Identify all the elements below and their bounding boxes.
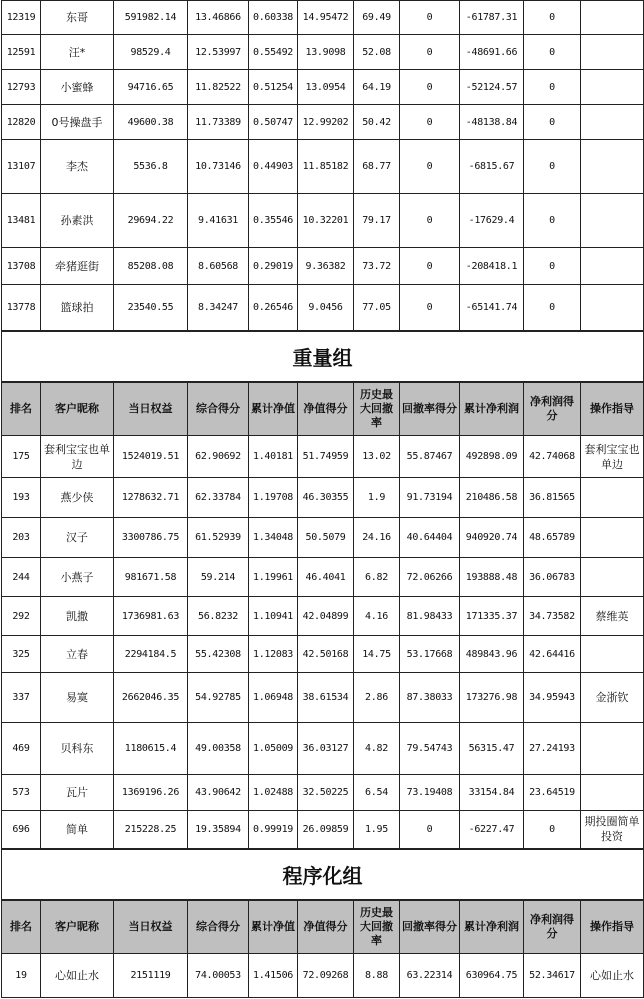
profit-score-cell: 23.64519 <box>524 775 581 811</box>
nickname-cell: 李杰 <box>41 140 114 194</box>
nav-cell: 0.29019 <box>249 248 298 285</box>
drawdown-score-cell: 0 <box>400 105 460 140</box>
profit-score-cell: 0 <box>524 285 581 331</box>
nav-score-cell: 46.4041 <box>298 558 354 597</box>
drawdown-cell: 4.82 <box>354 723 400 775</box>
table-row <box>2 105 644 140</box>
profit-cell: -208418.1 <box>460 248 524 285</box>
nav-score-cell: 42.04899 <box>298 597 354 636</box>
guidance-cell <box>581 518 644 558</box>
drawdown-score-cell: 81.98433 <box>400 597 460 636</box>
rank-cell: 12820 <box>2 105 41 140</box>
nav-score-cell: 13.9098 <box>298 35 354 70</box>
heavy-header-row <box>2 382 644 436</box>
nickname-cell: 0号操盘手 <box>41 105 114 140</box>
table-row <box>2 35 644 70</box>
equity-cell: 215228.25 <box>114 811 188 849</box>
score-cell: 10.73146 <box>188 140 249 194</box>
score-cell: 62.90692 <box>188 436 249 478</box>
profit-cell: -61787.31 <box>460 1 524 35</box>
guidance-cell <box>581 140 644 194</box>
score-cell: 54.92785 <box>188 673 249 723</box>
drawdown-cell: 8.88 <box>354 954 400 998</box>
nickname-cell: 汪* <box>41 35 114 70</box>
guidance-cell <box>581 194 644 248</box>
nickname-cell: 简单 <box>41 811 114 849</box>
column-header: 当日权益 <box>114 382 188 436</box>
rank-cell: 13708 <box>2 248 41 285</box>
column-header: 当日权益 <box>114 900 188 954</box>
column-header: 综合得分 <box>188 382 249 436</box>
nav-score-cell: 32.50225 <box>298 775 354 811</box>
nickname-cell: 小蜜蜂 <box>41 70 114 105</box>
drawdown-cell: 13.02 <box>354 436 400 478</box>
table-row <box>2 436 644 478</box>
nav-score-cell: 72.09268 <box>298 954 354 998</box>
score-cell: 11.73389 <box>188 105 249 140</box>
nav-score-cell: 42.50168 <box>298 636 354 673</box>
guidance-cell: 套利宝宝也单边 <box>581 436 644 478</box>
profit-cell: 210486.58 <box>460 478 524 518</box>
heavy-group-title-row <box>2 331 644 382</box>
nickname-cell: 东哥 <box>41 1 114 35</box>
nickname-cell: 汉子 <box>41 518 114 558</box>
drawdown-score-cell: 73.19408 <box>400 775 460 811</box>
nav-score-cell: 9.36382 <box>298 248 354 285</box>
guidance-cell <box>581 70 644 105</box>
rank-cell: 13481 <box>2 194 41 248</box>
equity-cell: 1369196.26 <box>114 775 188 811</box>
rank-cell: 13107 <box>2 140 41 194</box>
score-cell: 8.60568 <box>188 248 249 285</box>
table-row <box>2 723 644 775</box>
column-header: 净利润得分 <box>524 900 581 954</box>
column-header: 回撤率得分 <box>400 382 460 436</box>
profit-cell: 171335.37 <box>460 597 524 636</box>
drawdown-cell: 14.75 <box>354 636 400 673</box>
drawdown-score-cell: 0 <box>400 194 460 248</box>
profit-score-cell: 48.65789 <box>524 518 581 558</box>
nickname-cell: 瓦片 <box>41 775 114 811</box>
nav-score-cell: 13.0954 <box>298 70 354 105</box>
profit-cell: 489843.96 <box>460 636 524 673</box>
profit-score-cell: 36.81565 <box>524 478 581 518</box>
nav-cell: 1.06948 <box>249 673 298 723</box>
nav-score-cell: 51.74959 <box>298 436 354 478</box>
profit-score-cell: 42.64416 <box>524 636 581 673</box>
nickname-cell: 燕少侠 <box>41 478 114 518</box>
nav-score-cell: 9.0456 <box>298 285 354 331</box>
drawdown-cell: 64.19 <box>354 70 400 105</box>
equity-cell: 29694.22 <box>114 194 188 248</box>
drawdown-cell: 2.86 <box>354 673 400 723</box>
rank-cell: 12591 <box>2 35 41 70</box>
nickname-cell: 心如止水 <box>41 954 114 998</box>
column-header: 累计净值 <box>249 382 298 436</box>
rank-cell: 13778 <box>2 285 41 331</box>
drawdown-cell: 77.05 <box>354 285 400 331</box>
equity-cell: 591982.14 <box>114 1 188 35</box>
nav-cell: 1.05009 <box>249 723 298 775</box>
drawdown-cell: 68.77 <box>354 140 400 194</box>
nav-score-cell: 50.5079 <box>298 518 354 558</box>
rank-cell: 19 <box>2 954 41 998</box>
guidance-cell: 期投圈简单投资 <box>581 811 644 849</box>
rank-cell: 193 <box>2 478 41 518</box>
profit-score-cell: 0 <box>524 70 581 105</box>
column-header: 综合得分 <box>188 900 249 954</box>
column-header: 回撤率得分 <box>400 900 460 954</box>
rank-cell: 203 <box>2 518 41 558</box>
equity-cell: 23540.55 <box>114 285 188 331</box>
table-row <box>2 248 644 285</box>
drawdown-score-cell: 0 <box>400 140 460 194</box>
nickname-cell: 牵猪逛街 <box>41 248 114 285</box>
guidance-cell <box>581 478 644 518</box>
rank-cell: 325 <box>2 636 41 673</box>
table-row <box>2 597 644 636</box>
score-cell: 55.42308 <box>188 636 249 673</box>
drawdown-cell: 50.42 <box>354 105 400 140</box>
drawdown-score-cell: 0 <box>400 1 460 35</box>
drawdown-score-cell: 0 <box>400 285 460 331</box>
nav-cell: 0.26546 <box>249 285 298 331</box>
score-cell: 61.52939 <box>188 518 249 558</box>
nav-score-cell: 46.30355 <box>298 478 354 518</box>
equity-cell: 2294184.5 <box>114 636 188 673</box>
profit-cell: -65141.74 <box>460 285 524 331</box>
equity-cell: 5536.8 <box>114 140 188 194</box>
equity-cell: 1736981.63 <box>114 597 188 636</box>
nav-cell: 0.99919 <box>249 811 298 849</box>
drawdown-score-cell: 40.64404 <box>400 518 460 558</box>
nav-cell: 1.12083 <box>249 636 298 673</box>
profit-cell: -48138.84 <box>460 105 524 140</box>
profit-cell: -6815.67 <box>460 140 524 194</box>
equity-cell: 94716.65 <box>114 70 188 105</box>
drawdown-score-cell: 63.22314 <box>400 954 460 998</box>
table-row <box>2 1 644 35</box>
column-header: 历史最大回撤率 <box>354 382 400 436</box>
table-row <box>2 140 644 194</box>
program-group-title-row <box>2 849 644 900</box>
drawdown-cell: 69.49 <box>354 1 400 35</box>
score-cell: 19.35894 <box>188 811 249 849</box>
profit-cell: 173276.98 <box>460 673 524 723</box>
drawdown-cell: 52.08 <box>354 35 400 70</box>
equity-cell: 1524019.51 <box>114 436 188 478</box>
nav-cell: 1.19961 <box>249 558 298 597</box>
nav-cell: 0.60338 <box>249 1 298 35</box>
score-cell: 11.82522 <box>188 70 249 105</box>
equity-cell: 1180615.4 <box>114 723 188 775</box>
equity-cell: 981671.58 <box>114 558 188 597</box>
profit-cell: 193888.48 <box>460 558 524 597</box>
equity-cell: 85208.08 <box>114 248 188 285</box>
profit-score-cell: 34.73582 <box>524 597 581 636</box>
guidance-cell <box>581 558 644 597</box>
drawdown-cell: 6.82 <box>354 558 400 597</box>
nav-score-cell: 12.99202 <box>298 105 354 140</box>
nav-score-cell: 36.03127 <box>298 723 354 775</box>
table-row <box>2 636 644 673</box>
rank-cell: 12793 <box>2 70 41 105</box>
group-title: 重量组 <box>2 331 644 382</box>
column-header: 排名 <box>2 382 41 436</box>
nav-cell: 0.50747 <box>249 105 298 140</box>
nav-cell: 1.10941 <box>249 597 298 636</box>
profit-score-cell: 52.34617 <box>524 954 581 998</box>
table-row <box>2 954 644 998</box>
equity-cell: 2151119 <box>114 954 188 998</box>
rank-cell: 573 <box>2 775 41 811</box>
ranking-table <box>1 0 644 998</box>
profit-score-cell: 0 <box>524 105 581 140</box>
table-row <box>2 673 644 723</box>
drawdown-score-cell: 87.38033 <box>400 673 460 723</box>
score-cell: 49.00358 <box>188 723 249 775</box>
nickname-cell: 贝科东 <box>41 723 114 775</box>
nav-cell: 0.35546 <box>249 194 298 248</box>
drawdown-score-cell: 0 <box>400 70 460 105</box>
guidance-cell: 蔡维英 <box>581 597 644 636</box>
column-header: 历史最大回撤率 <box>354 900 400 954</box>
nickname-cell: 易寞 <box>41 673 114 723</box>
profit-score-cell: 27.24193 <box>524 723 581 775</box>
guidance-cell <box>581 285 644 331</box>
column-header: 净值得分 <box>298 900 354 954</box>
column-header: 客户昵称 <box>41 382 114 436</box>
table-row <box>2 775 644 811</box>
rank-cell: 12319 <box>2 1 41 35</box>
guidance-cell <box>581 248 644 285</box>
profit-score-cell: 36.06783 <box>524 558 581 597</box>
drawdown-cell: 79.17 <box>354 194 400 248</box>
nav-cell: 1.41506 <box>249 954 298 998</box>
equity-cell: 49600.38 <box>114 105 188 140</box>
drawdown-score-cell: 55.87467 <box>400 436 460 478</box>
rank-cell: 244 <box>2 558 41 597</box>
profit-cell: 940920.74 <box>460 518 524 558</box>
guidance-cell <box>581 105 644 140</box>
profit-cell: 56315.47 <box>460 723 524 775</box>
score-cell: 9.41631 <box>188 194 249 248</box>
drawdown-cell: 1.9 <box>354 478 400 518</box>
nav-cell: 0.51254 <box>249 70 298 105</box>
drawdown-cell: 1.95 <box>354 811 400 849</box>
drawdown-cell: 4.16 <box>354 597 400 636</box>
nickname-cell: 套利宝宝也单边 <box>41 436 114 478</box>
table-row <box>2 194 644 248</box>
drawdown-cell: 73.72 <box>354 248 400 285</box>
profit-score-cell: 0 <box>524 1 581 35</box>
column-header: 客户昵称 <box>41 900 114 954</box>
score-cell: 13.46866 <box>188 1 249 35</box>
nickname-cell: 篮球拍 <box>41 285 114 331</box>
profit-score-cell: 0 <box>524 140 581 194</box>
profit-cell: -52124.57 <box>460 70 524 105</box>
drawdown-score-cell: 79.54743 <box>400 723 460 775</box>
program-header-row <box>2 900 644 954</box>
guidance-cell <box>581 35 644 70</box>
guidance-cell: 心如止水 <box>581 954 644 998</box>
column-header: 操作指导 <box>581 900 644 954</box>
profit-cell: 33154.84 <box>460 775 524 811</box>
score-cell: 56.8232 <box>188 597 249 636</box>
group-title: 程序化组 <box>2 849 644 900</box>
score-cell: 59.214 <box>188 558 249 597</box>
guidance-cell <box>581 636 644 673</box>
table-row <box>2 811 644 849</box>
nickname-cell: 孙素洪 <box>41 194 114 248</box>
nickname-cell: 小燕子 <box>41 558 114 597</box>
guidance-cell <box>581 723 644 775</box>
rank-cell: 469 <box>2 723 41 775</box>
profit-cell: -6227.47 <box>460 811 524 849</box>
nav-cell: 1.19708 <box>249 478 298 518</box>
table-row <box>2 70 644 105</box>
equity-cell: 3300786.75 <box>114 518 188 558</box>
column-header: 净利润得分 <box>524 382 581 436</box>
nav-score-cell: 11.85182 <box>298 140 354 194</box>
drawdown-score-cell: 91.73194 <box>400 478 460 518</box>
score-cell: 8.34247 <box>188 285 249 331</box>
profit-score-cell: 42.74068 <box>524 436 581 478</box>
profit-cell: 492898.09 <box>460 436 524 478</box>
drawdown-score-cell: 0 <box>400 811 460 849</box>
table-row <box>2 285 644 331</box>
profit-score-cell: 34.95943 <box>524 673 581 723</box>
column-header: 净值得分 <box>298 382 354 436</box>
nav-cell: 1.02488 <box>249 775 298 811</box>
profit-score-cell: 0 <box>524 35 581 70</box>
drawdown-score-cell: 53.17668 <box>400 636 460 673</box>
column-header: 操作指导 <box>581 382 644 436</box>
column-header: 累计净利润 <box>460 900 524 954</box>
rank-cell: 696 <box>2 811 41 849</box>
score-cell: 74.00053 <box>188 954 249 998</box>
drawdown-score-cell: 72.06266 <box>400 558 460 597</box>
profit-cell: -17629.4 <box>460 194 524 248</box>
column-header: 累计净利润 <box>460 382 524 436</box>
drawdown-score-cell: 0 <box>400 35 460 70</box>
rank-cell: 337 <box>2 673 41 723</box>
drawdown-score-cell: 0 <box>400 248 460 285</box>
profit-score-cell: 0 <box>524 248 581 285</box>
nav-score-cell: 26.09859 <box>298 811 354 849</box>
rank-cell: 292 <box>2 597 41 636</box>
profit-cell: -48691.66 <box>460 35 524 70</box>
equity-cell: 98529.4 <box>114 35 188 70</box>
nav-cell: 1.34048 <box>249 518 298 558</box>
table-row <box>2 558 644 597</box>
guidance-cell: 金浙钦 <box>581 673 644 723</box>
table-row <box>2 518 644 558</box>
score-cell: 12.53997 <box>188 35 249 70</box>
nav-cell: 1.40181 <box>249 436 298 478</box>
column-header: 排名 <box>2 900 41 954</box>
profit-score-cell: 0 <box>524 811 581 849</box>
profit-cell: 630964.75 <box>460 954 524 998</box>
guidance-cell <box>581 775 644 811</box>
profit-score-cell: 0 <box>524 194 581 248</box>
nickname-cell: 立春 <box>41 636 114 673</box>
guidance-cell <box>581 1 644 35</box>
nickname-cell: 凯撒 <box>41 597 114 636</box>
equity-cell: 2662046.35 <box>114 673 188 723</box>
nav-cell: 0.44903 <box>249 140 298 194</box>
score-cell: 43.90642 <box>188 775 249 811</box>
table-row <box>2 478 644 518</box>
column-header: 累计净值 <box>249 900 298 954</box>
drawdown-cell: 24.16 <box>354 518 400 558</box>
rank-cell: 175 <box>2 436 41 478</box>
nav-score-cell: 10.32201 <box>298 194 354 248</box>
score-cell: 62.33784 <box>188 478 249 518</box>
drawdown-cell: 6.54 <box>354 775 400 811</box>
equity-cell: 1278632.71 <box>114 478 188 518</box>
nav-score-cell: 14.95472 <box>298 1 354 35</box>
nav-cell: 0.55492 <box>249 35 298 70</box>
nav-score-cell: 38.61534 <box>298 673 354 723</box>
